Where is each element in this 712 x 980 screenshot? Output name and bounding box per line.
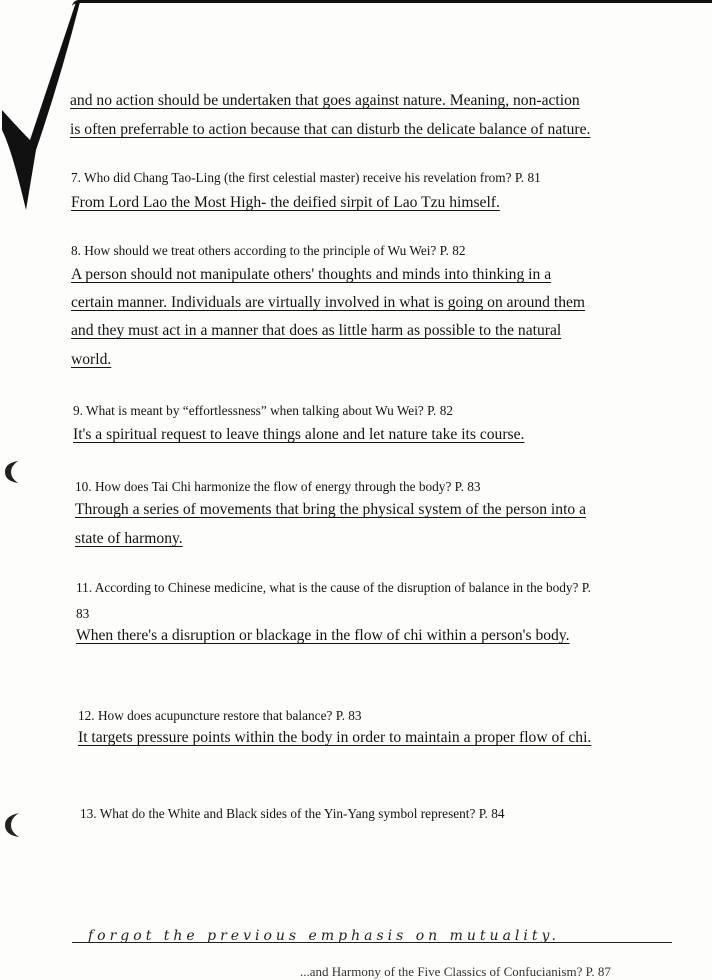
answer-9: It's a spiritual request to leave things alone and let nature take its course. (73, 426, 525, 443)
question-9: 9. What is meant by “effortlessness” when talking about Wu Wei? P. 82 (73, 403, 453, 418)
question-13: 13. What do the White and Black sides of the Yin-Yang symbol represent? P. 84 (80, 806, 505, 821)
answer-11: When there's a disruption or blackage in the flow of chi within a person's body. (76, 627, 570, 644)
punch-hole-icon (2, 458, 24, 486)
question-11-line-2: 83 (76, 606, 90, 621)
answer-8-line-3: and they must act in a manner that does as little harm as possible to the natural (71, 322, 562, 339)
answer-13-rule (72, 942, 672, 943)
question-12: 12. How does acupuncture restore that balance? P. 83 (78, 708, 362, 723)
handwriting-icon (86, 922, 560, 948)
question-10: 10. How does Tai Chi harmonize the flow of energy through the body? P. 83 (75, 479, 481, 494)
answer-8-line-4: world. (71, 351, 112, 368)
answer-6-line-2: is often preferrable to action because that can disturb the delicate balance of nature. (70, 121, 591, 138)
question-14-fragment: ...and Harmony of the Five Classics of Confucianism? P. 87 (300, 964, 611, 979)
answer-10-line-1: Through a series of movements that bring the physical system of the person into a (75, 501, 587, 518)
answer-7: From Lord Lao the Most High- the deified sirpit of Lao Tzu himself. (71, 194, 500, 211)
question-8: 8. How should we treat others according to the principle of Wu Wei? P. 82 (71, 243, 466, 258)
answer-8-line-1: A person should not manipulate others' thoughts and minds into thinking in a (71, 266, 552, 283)
answer-10-line-2: state of harmony. (75, 530, 183, 547)
punch-hole-icon (2, 810, 24, 840)
question-7: 7. Who did Chang Tao-Ling (the first celestial master) receive his revelation from? P. 81 (71, 170, 541, 185)
answer-12: It targets pressure points within the body in order to maintain a proper flow of chi. (78, 729, 592, 746)
answer-6-line-1: and no action should be undertaken that goes against nature. Meaning, non-action (70, 92, 580, 109)
question-11-line-1: 11. According to Chinese medicine, what is the cause of the disruption of balance in the body? P. (76, 580, 592, 595)
scan-top-edge (72, 0, 712, 7)
handwritten-answer-13: forgot the previous emphasis on mutuality. (88, 928, 560, 944)
answer-8-line-2: certain manner. Individuals are virtually involved in what is going on around them (71, 294, 586, 311)
